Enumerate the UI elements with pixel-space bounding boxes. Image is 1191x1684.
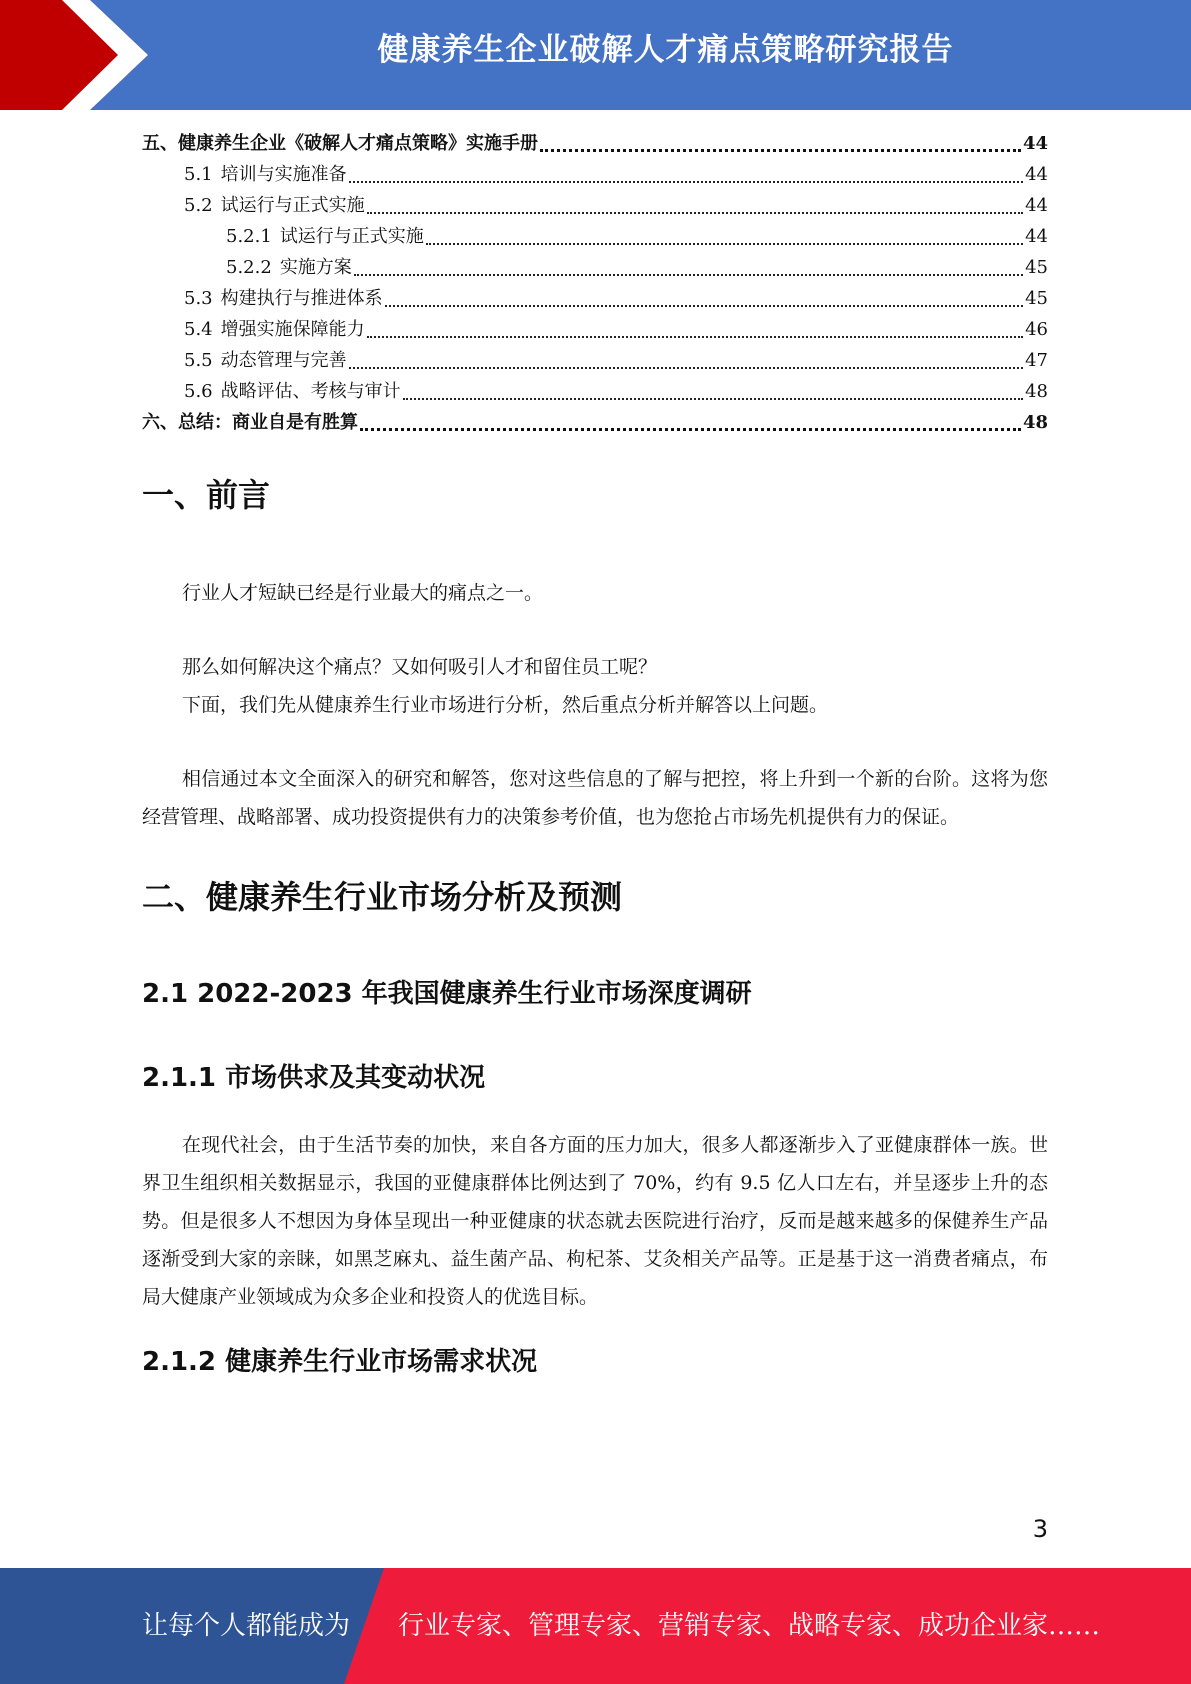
toc-dot-leader — [385, 305, 1023, 307]
toc-entry-page: 48 — [1022, 412, 1048, 433]
toc-entry[interactable] — [142, 128, 1048, 159]
toc-entry-title: 增强实施保障能力 — [220, 319, 365, 340]
toc-entry-title: 试运行与正式实施 — [279, 226, 424, 247]
toc-entry[interactable] — [142, 283, 1048, 314]
toc-entry-title: 实施方案 — [279, 257, 352, 278]
toc-entry-number: 5.5 — [184, 350, 213, 371]
toc-dot-leader — [540, 149, 1021, 152]
subsection-heading-2-1-1: 2.1.1 市场供求及其变动状况 — [142, 1063, 486, 1093]
toc-entry-number: 5.6 — [184, 381, 213, 402]
toc-dot-leader — [367, 336, 1023, 338]
page-number: 3 — [1032, 1515, 1048, 1543]
toc-dot-leader — [367, 212, 1023, 214]
main-content — [142, 470, 1048, 1382]
footer-slogan-left: 让每个人都能成为 — [142, 1611, 351, 1641]
toc-dot-leader — [349, 367, 1023, 369]
toc-entry-number: 5.1 — [184, 164, 213, 185]
toc-entry[interactable] — [142, 376, 1048, 407]
footer-slogan-right: 行业专家、管理专家、营销专家、战略专家、成功企业家…… — [398, 1611, 1101, 1641]
toc-entry-number: 5.2.1 — [226, 226, 272, 247]
toc-entry[interactable] — [142, 407, 1048, 438]
toc-entry-page: 44 — [1025, 164, 1048, 185]
toc-entry-page: 47 — [1025, 350, 1048, 371]
toc-entry[interactable] — [142, 221, 1048, 252]
toc-entry-number: 5.4 — [184, 319, 213, 340]
section-heading-market: 二、健康养生行业市场分析及预测 — [142, 878, 623, 916]
toc-entry-title: 培训与实施准备 — [220, 164, 347, 185]
toc-entry-title: 五、健康养生企业《破解人才痛点策略》实施手册 — [142, 133, 538, 154]
toc-entry[interactable] — [142, 190, 1048, 221]
toc-entry-page: 45 — [1025, 288, 1048, 309]
toc-entry-page: 46 — [1025, 319, 1048, 340]
toc-entry[interactable] — [142, 159, 1048, 190]
header-title: 健康养生企业破解人才痛点策略研究报告 — [377, 32, 954, 68]
toc-entry[interactable] — [142, 314, 1048, 345]
subsection-heading-2-1: 2.1 2022-2023 年我国健康养生行业市场深度调研 — [142, 979, 752, 1009]
toc-dot-leader — [426, 243, 1023, 245]
toc-entry-page: 44 — [1025, 226, 1048, 247]
toc-dot-leader — [360, 428, 1021, 431]
preface-paragraph-3: 相信通过本文全面深入的研究和解答，您对这些信息的了解与把控，将上升到一个新的台阶。这将为您经营管理、战略部署、成功投资提供有力的决策参考价值，也为您抢占市场先机提供有力的保证。 — [142, 768, 1048, 828]
toc-entry-title: 六、总结：商业自是有胜算 — [142, 412, 358, 433]
toc-dot-leader — [403, 398, 1023, 400]
toc-entry-page: 45 — [1025, 257, 1048, 278]
toc-dot-leader — [354, 274, 1023, 276]
toc-entry-page: 44 — [1025, 195, 1048, 216]
header-red-arrow-decoration — [0, 0, 150, 110]
preface-paragraph-2b: 下面，我们先从健康养生行业市场进行分析，然后重点分析并解答以上问题。 — [182, 694, 829, 716]
page-header — [0, 0, 1191, 110]
toc-entry-title: 试运行与正式实施 — [220, 195, 365, 216]
toc-entry-title: 构建执行与推进体系 — [220, 288, 383, 309]
toc-entry-title: 战略评估、考核与审计 — [220, 381, 401, 402]
preface-paragraph-1: 行业人才短缺已经是行业最大的痛点之一。 — [182, 582, 544, 604]
section-heading-preface: 一、前言 — [142, 476, 271, 514]
toc-entry-page: 44 — [1022, 133, 1048, 154]
toc-entry-title: 动态管理与完善 — [220, 350, 347, 371]
table-of-contents — [142, 128, 1048, 438]
toc-dot-leader — [349, 181, 1023, 183]
toc-entry-number: 5.2.2 — [226, 257, 272, 278]
page-footer — [0, 1568, 1191, 1684]
paragraph-2-1-1: 在现代社会，由于生活节奏的加快，来自各方面的压力加大，很多人都逐渐步入了亚健康群体一族。世界卫生组织相关数据显示，我国的亚健康群体比例达到了 70%，约有 9.5 亿人口左右，并呈逐步上升的态势。但是很多人不想因为身体呈现出一种亚健康的状态就去医院进行治疗，反而是越来越多的保健养生产品逐渐受到大家的亲睐，如黑芝麻丸、益生菌产品、枸杞茶、艾灸相关产品等。正是基于这一消费者痛点，布局大健康产业领域成为众多企业和投资人的优选目标。 — [142, 1134, 1048, 1308]
toc-entry[interactable] — [142, 252, 1048, 283]
subsection-heading-2-1-2: 2.1.2 健康养生行业市场需求状况 — [142, 1347, 538, 1377]
toc-entry-page: 48 — [1025, 381, 1048, 402]
toc-entry[interactable] — [142, 345, 1048, 376]
preface-paragraph-2a: 那么如何解决这个痛点？又如何吸引人才和留住员工呢？ — [182, 656, 658, 678]
toc-entry-number: 5.3 — [184, 288, 213, 309]
toc-entry-number: 5.2 — [184, 195, 213, 216]
